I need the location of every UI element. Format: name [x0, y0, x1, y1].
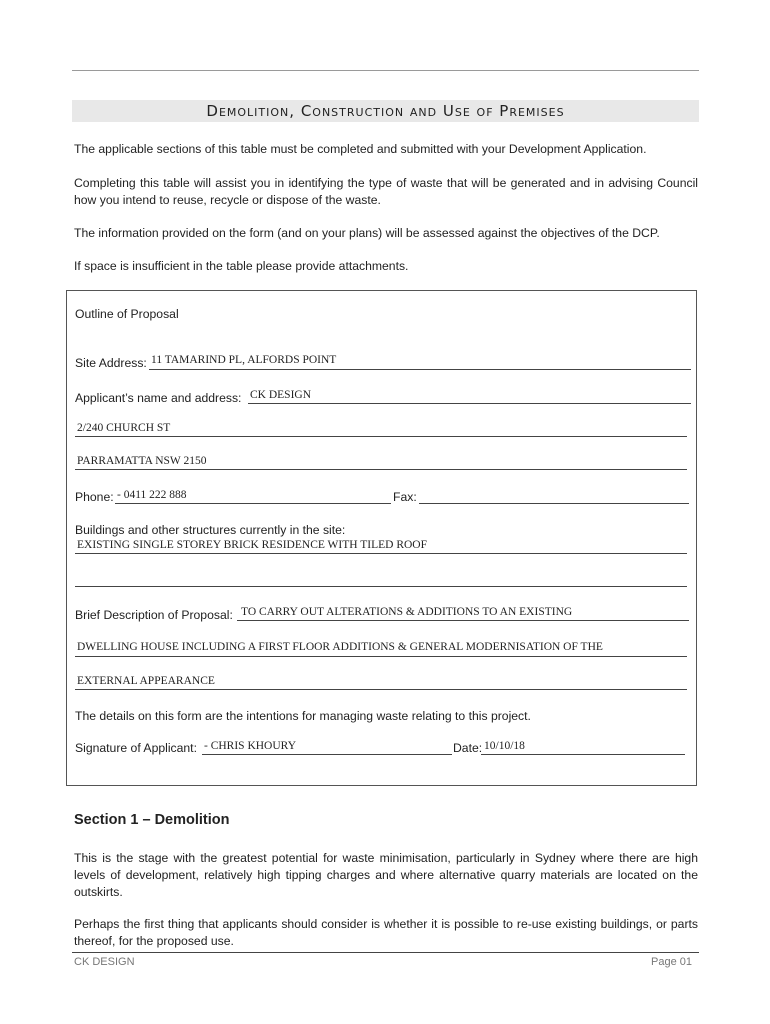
page-number: Page 01 [651, 956, 692, 968]
brief-line-2 [75, 656, 687, 657]
site-address-label: Site Address: [75, 356, 147, 370]
buildings-field[interactable]: EXISTING SINGLE STOREY BRICK RESIDENCE WITH TILED ROOF [77, 539, 427, 551]
brief-line-3 [75, 689, 687, 690]
brief-line-1 [237, 620, 689, 621]
intro-paragraph-3: The information provided on the form (and on your plans) will be assessed against the objectives of the DCP. [74, 226, 660, 240]
footer-company: CK DESIGN [74, 956, 135, 968]
intro-paragraph-2: Completing this table will assist you in identifying the type of waste that will be generated and in advising Council how you intend to reuse, recycle or dispose of the waste. [74, 176, 698, 207]
brief-description-field-3[interactable]: EXTERNAL APPEARANCE [77, 675, 215, 687]
phone-field[interactable]: - 0411 222 888 [117, 489, 187, 501]
applicant-line [248, 403, 691, 404]
brief-description-field-2[interactable]: DWELLING HOUSE INCLUDING A FIRST FLOOR ADDITIONS & GENERAL MODERNISATION OF THE [77, 641, 603, 653]
form-heading: Outline of Proposal [75, 307, 179, 321]
date-line [481, 754, 685, 755]
brief-description-field-1[interactable]: TO CARRY OUT ALTERATIONS & ADDITIONS TO AN EXISTING [241, 606, 573, 618]
address-line-1 [75, 436, 687, 437]
date-label: Date: [453, 741, 483, 755]
intro-paragraph-4: If space is insufficient in the table please provide attachments. [74, 259, 409, 273]
site-address-line [149, 369, 691, 370]
section-1-paragraph-2: Perhaps the first thing that applicants should consider is whether it is possible to re-use existing buildings, or parts thereof, for the proposed use. [74, 917, 698, 948]
signature-line [202, 754, 452, 755]
applicant-label: Applicant’s name and address: [75, 391, 242, 405]
address-line-2-field[interactable]: PARRAMATTA NSW 2150 [77, 455, 207, 467]
date-field[interactable]: 10/10/18 [484, 740, 525, 752]
section-1-title: Section 1 – Demolition [74, 812, 230, 828]
section-1-paragraph-1: This is the stage with the greatest potential for waste minimisation, particularly in Sydney where there are high levels of development, relatively high tipping charges and where alternative quarry materials are located on the outskirts. [74, 851, 698, 899]
site-address-field[interactable]: 11 TAMARIND PL, ALFORDS POINT [151, 354, 337, 366]
address-line-1-field[interactable]: 2/240 CHURCH ST [77, 422, 171, 434]
buildings-label: Buildings and other structures currently in the site: [75, 523, 346, 537]
fax-label: Fax: [393, 490, 417, 504]
intro-paragraph-1: The applicable sections of this table must be completed and submitted with your Development Application. [74, 142, 647, 156]
page-title: Demolition, Construction and Use of Premises [72, 100, 699, 122]
phone-label: Phone: [75, 490, 114, 504]
footer-rule [72, 952, 699, 953]
proposal-form [66, 290, 697, 786]
brief-description-label: Brief Description of Proposal: [75, 608, 233, 622]
intentions-text: The details on this form are the intentions for managing waste relating to this project. [75, 709, 531, 723]
address-line-2 [75, 469, 687, 470]
applicant-name-field[interactable]: CK DESIGN [250, 389, 312, 401]
signature-field[interactable]: - CHRIS KHOURY [204, 740, 297, 752]
top-rule [72, 70, 699, 71]
buildings-line-1 [75, 553, 687, 554]
fax-line [419, 503, 689, 504]
phone-line [115, 503, 391, 504]
signature-label: Signature of Applicant: [75, 741, 197, 755]
buildings-line-2 [75, 586, 687, 587]
